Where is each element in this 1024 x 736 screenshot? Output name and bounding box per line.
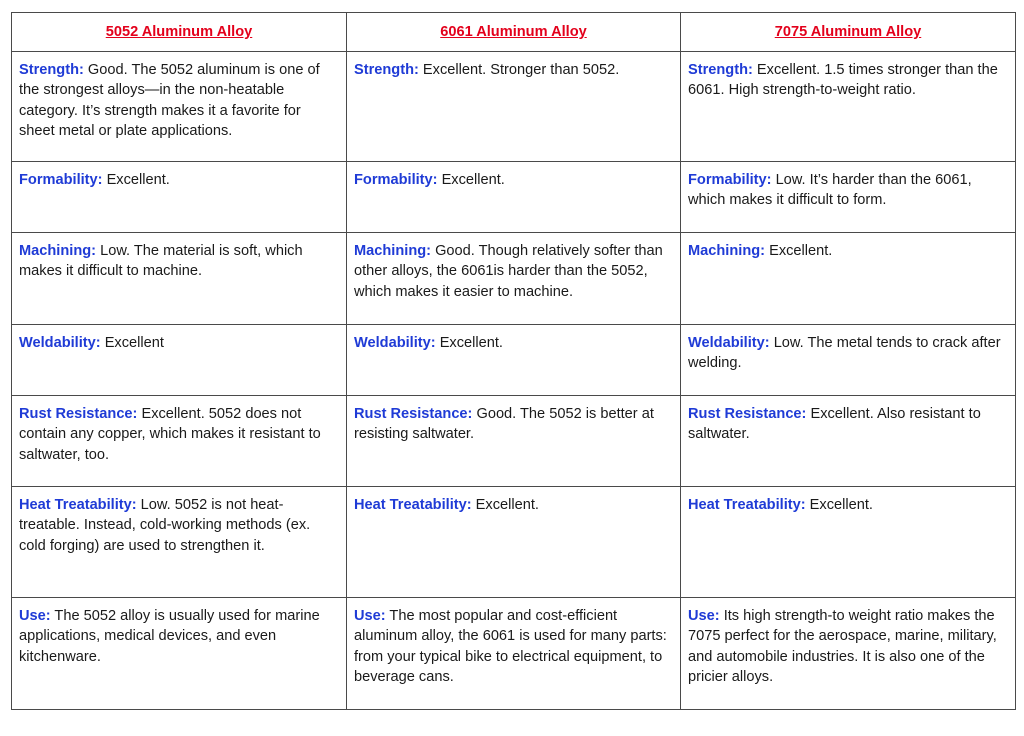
- row-rust-resistance: [12, 396, 1016, 487]
- row-formability: [12, 162, 1016, 233]
- cell-text: Excellent.: [765, 243, 833, 259]
- cell-text: The most popular and cost-efficient aluminum alloy, the 6061 is used for many parts: from your typical bike to electrical equipment, to beverage cans.: [354, 608, 667, 686]
- cell-heat-treatability-7075: [681, 487, 1016, 598]
- cell-label: Weldability:: [688, 335, 770, 351]
- cell-text: Excellent: [100, 335, 164, 351]
- cell-text: Excellent.: [471, 497, 539, 513]
- cell-label: Use:: [354, 608, 386, 624]
- alloy-comparison-table: [11, 12, 1016, 710]
- cell-label: Rust Resistance:: [688, 406, 807, 422]
- cell-strength-7075: [681, 52, 1016, 162]
- cell-text: Low. The metal tends to crack after welding.: [688, 335, 1001, 372]
- cell-label: Machining:: [354, 243, 432, 259]
- cell-label: Heat Treatability:: [354, 497, 472, 513]
- cell-label: Rust Resistance:: [19, 406, 138, 422]
- cell-text: Excellent. 1.5 times stronger than the 6061. High strength-to-weight ratio.: [688, 62, 998, 99]
- header-7075-alloy: 7075 Aluminum Alloy: [774, 23, 922, 40]
- header-row: [12, 13, 1016, 52]
- cell-use-5052: [12, 598, 347, 710]
- cell-label: Strength:: [19, 62, 84, 78]
- cell-machining-5052: [12, 233, 347, 325]
- cell-label: Machining:: [688, 243, 766, 259]
- cell-rust-resistance-5052: [12, 396, 347, 487]
- cell-text: Excellent.: [805, 497, 873, 513]
- cell-rust-resistance-6061: [347, 396, 681, 487]
- cell-label: Weldability:: [19, 335, 101, 351]
- cell-text: Good. The 5052 aluminum is one of the strongest alloys—in the non-heatable category. It’s strength makes it a favorite for sheet metal or plate applications.: [19, 62, 320, 140]
- cell-label: Strength:: [688, 62, 753, 78]
- header-6061-alloy: 6061 Aluminum Alloy: [440, 23, 587, 40]
- cell-text: Excellent.: [435, 335, 503, 351]
- cell-label: Rust Resistance:: [354, 406, 473, 422]
- cell-heat-treatability-5052: [12, 487, 347, 598]
- cell-text: Its high strength-to weight ratio makes the 7075 perfect for the aerospace, marine, military, and automobile industries. It is also one of the pricier alloys.: [688, 608, 997, 686]
- row-machining: [12, 233, 1016, 325]
- cell-use-6061: [347, 598, 681, 710]
- header-5052-alloy: 5052 Aluminum Alloy: [105, 23, 253, 40]
- cell-label: Formability:: [19, 172, 103, 188]
- cell-text: Good. The 5052 is better at resisting saltwater.: [354, 406, 654, 443]
- cell-use-7075: [681, 598, 1016, 710]
- header-cell-6061: [347, 13, 681, 52]
- cell-text: The 5052 alloy is usually used for marine applications, medical devices, and even kitchenware.: [19, 608, 320, 665]
- cell-text: Low. 5052 is not heat-treatable. Instead, cold-working methods (ex. cold forging) are used to strengthen it.: [19, 497, 311, 554]
- cell-text: Low. The material is soft, which makes it difficult to machine.: [19, 243, 303, 280]
- cell-weldability-6061: [347, 325, 681, 396]
- cell-label: Use:: [688, 608, 720, 624]
- cell-rust-resistance-7075: [681, 396, 1016, 487]
- cell-label: Use:: [19, 608, 51, 624]
- cell-machining-7075: [681, 233, 1016, 325]
- cell-text: Excellent. Also resistant to saltwater.: [688, 406, 981, 443]
- cell-text: Excellent. 5052 does not contain any copper, which makes it resistant to saltwater, too.: [19, 406, 321, 463]
- cell-formability-7075: [681, 162, 1016, 233]
- cell-label: Formability:: [688, 172, 772, 188]
- cell-formability-6061: [347, 162, 681, 233]
- cell-text: Excellent.: [102, 172, 170, 188]
- cell-text: Low. It’s harder than the 6061, which makes it difficult to form.: [688, 172, 972, 209]
- cell-strength-6061: [347, 52, 681, 162]
- cell-weldability-7075: [681, 325, 1016, 396]
- cell-heat-treatability-6061: [347, 487, 681, 598]
- cell-label: Weldability:: [354, 335, 436, 351]
- row-use: [12, 598, 1016, 710]
- cell-label: Heat Treatability:: [19, 497, 137, 513]
- cell-text: Excellent.: [437, 172, 505, 188]
- row-strength: [12, 52, 1016, 162]
- cell-text: Excellent. Stronger than 5052.: [418, 62, 620, 78]
- header-cell-7075: [681, 13, 1016, 52]
- cell-strength-5052: [12, 52, 347, 162]
- cell-text: Good. Though relatively softer than other alloys, the 6061is harder than the 5052, which makes it easier to machine.: [354, 243, 663, 300]
- cell-label: Strength:: [354, 62, 419, 78]
- row-weldability: [12, 325, 1016, 396]
- cell-label: Formability:: [354, 172, 438, 188]
- row-heat-treatability: [12, 487, 1016, 598]
- cell-label: Heat Treatability:: [688, 497, 806, 513]
- header-cell-5052: [12, 13, 347, 52]
- cell-label: Machining:: [19, 243, 97, 259]
- cell-weldability-5052: [12, 325, 347, 396]
- cell-formability-5052: [12, 162, 347, 233]
- cell-machining-6061: [347, 233, 681, 325]
